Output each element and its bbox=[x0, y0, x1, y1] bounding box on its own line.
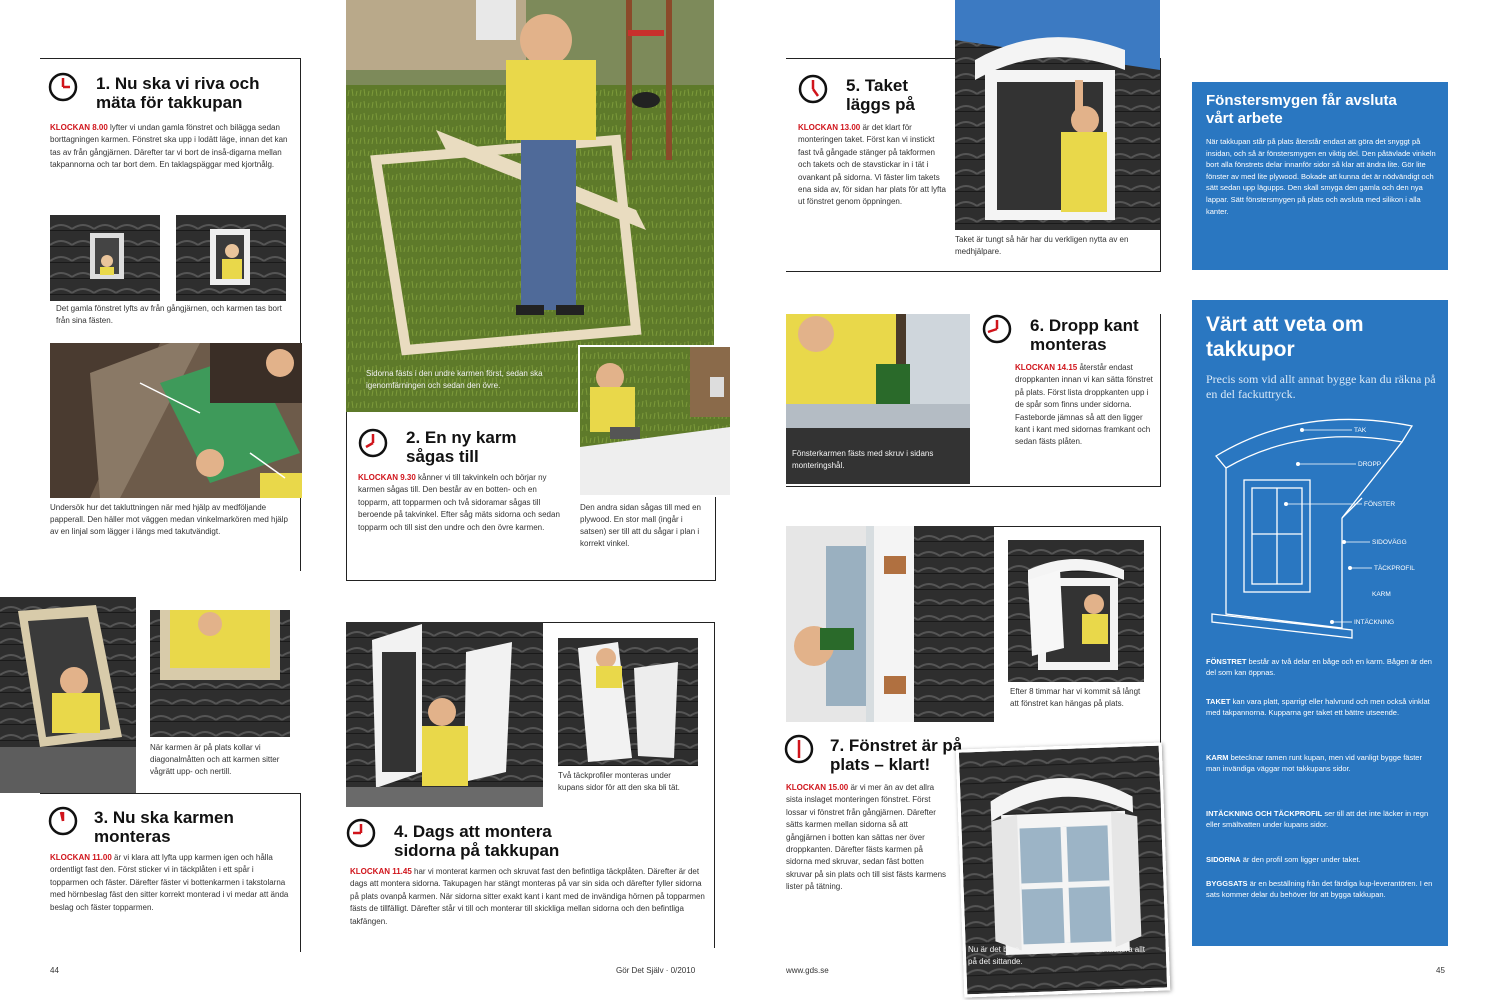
step7-title: 7. Fönstret är på plats – klart! bbox=[830, 736, 963, 774]
step4-text: har vi monterat karmen och skruvat fast den befintliga täckplåten. Därefter är det dags att montera sidorna. Takupagen har stängt monteras på var sin sida och därefter fyller sidorna på plats ovanpå karmen. När sidorna sitter exakt kant i kant med de invändiga hörnen på topparmen fästs de tillfälligt. Därefter står vi till och monterar till skickliga mellan sidorna och den befintliga takfängen. bbox=[350, 867, 705, 926]
clock-icon bbox=[48, 72, 78, 102]
definition-item: TAKET kan vara platt, sparrigt eller halvrund och men också vinklat med takpannorna. Kupparna ger taket ett bättre utseende. bbox=[1206, 697, 1430, 718]
step4-body bbox=[350, 866, 708, 928]
diagram-label: SIDOVÄGG bbox=[1372, 539, 1407, 546]
step7-caption-a: Efter 8 timmar har vi kommit så långt att fönstret kan hängas på plats. bbox=[1010, 687, 1141, 708]
facts-title: Värt att veta om takkupor bbox=[1206, 313, 1364, 361]
window-install-photo bbox=[1008, 540, 1144, 682]
step4-caption: Två täckprofiler monteras under kupans sidor för att den ska bli tät. bbox=[558, 771, 680, 792]
step1-title: 1. Nu ska vi riva och mäta för takkupan bbox=[96, 74, 260, 112]
step2-time: KLOCKAN 9.30 bbox=[358, 473, 416, 482]
step5-time: KLOCKAN 13.00 bbox=[798, 123, 861, 132]
measuring-photo bbox=[50, 343, 302, 498]
clock-icon bbox=[784, 734, 814, 764]
screwing-frame-photo bbox=[786, 526, 994, 722]
step5-text: är det klart för monteringen taket. Först kan vi instickt fast två gångade stänger på takformen och takets och de stavstickar in i tät i ovankant på sidorna. Vi fäster lim takets ena sida av, för sidan har plats för att lyfta ut fönstret genom öppningen. bbox=[798, 123, 946, 207]
definition-item: INTÄCKNING OCH TÄCKPROFIL ser till att det inte läcker in regn eller smältvatten under kupans sidor. bbox=[1206, 809, 1429, 830]
footer-magazine-left: Gör Det Själv · 0/2010 bbox=[616, 966, 696, 975]
step3-time: KLOCKAN 11.00 bbox=[50, 853, 112, 862]
step7-time: KLOCKAN 15.00 bbox=[786, 783, 849, 792]
step1-body bbox=[50, 122, 290, 172]
step7-caption-b: Nu är det bara att nu tälja fönstren och lackera allt på det sittande. bbox=[968, 945, 1145, 966]
step3-caption: När karmen är på plats kollar vi diagonalmåtten och att karmen sitter vågrätt upp- och nertill. bbox=[150, 743, 280, 776]
clock-icon bbox=[358, 428, 388, 458]
clock-icon bbox=[982, 314, 1012, 344]
step7-text: är vi mer än av det allra sista inslaget monteringen fönstret. Först lossar vi fönstret från gångjärnen. Därefter sätts karmen mellan sidorna så att gångjärnen i botten kan sättas ner över droppkanten. Därefter fästs karmen på sidorna med skruvar, sedan fäst botten skruvar på sin plats och till sist fästs karmens lister på tätning. bbox=[786, 783, 947, 892]
step1-text: lyfter vi undan gamla fönstret och bilägga sedan borttagningen karmen. Fönstret ska upp i lodätt läge, innan det kan tas av från gångjärnen. Därefter tar vi bort de inså-digarna mellan takpannorna och tar bort dem. En taklagspäggar med kjortnålg. bbox=[50, 123, 288, 170]
step1-time: KLOCKAN 8.00 bbox=[50, 123, 108, 132]
diagram-label: KARM bbox=[1372, 591, 1391, 598]
side-panel-photo bbox=[558, 638, 698, 766]
step2-title: 2. En ny karm sågas till bbox=[406, 428, 517, 466]
frame-detail-photo bbox=[150, 610, 290, 737]
step1-caption-b: Undersök hur det takluttningen när med hjälp av medföljande papperall. Den häller mot väggen medan vinkelmarkören med hjälp av en linjal som lägger i längs med takutvändigt. bbox=[50, 503, 288, 536]
step2-text: kånner vi till takvinkeln och börjar ny karmen sågas till. Den består av en botten- och en topparm, att topparmen och två sidoramar sågas till beroende på takvinkel. Efter såg mäts sidorna och sedan topparm och till sist den undre och den övre karmen. bbox=[358, 473, 560, 532]
diagram-label: TAK bbox=[1354, 427, 1367, 434]
clock-icon bbox=[48, 806, 78, 836]
step3-text: är vi klara att lyfta upp karmen igen och hålla ordentligt fast den. Först sticker vi in täckplåten i ett spår i topparmen och fäster. Därefter fäster vi bottenkarmen i takstolarna med hörnbeslag fäst den sitter korrekt monterad i vi medar att ända beslag och fäster topparmen. bbox=[50, 853, 289, 912]
clock-icon bbox=[798, 74, 828, 104]
step2-caption-b: Den andra sidan sågas till med en plywood. En stor mall (ingår i satsen) ser till att du sågar i plan i korrekt vinkel. bbox=[580, 503, 701, 548]
step6-body bbox=[1015, 362, 1155, 449]
step5-body bbox=[798, 122, 948, 209]
roof-window-photo bbox=[50, 215, 160, 301]
sawing-photo bbox=[578, 345, 732, 497]
frame-on-roof-photo bbox=[0, 597, 136, 793]
info-box-dormer-facts bbox=[1192, 300, 1448, 946]
page-number-left: 44 bbox=[50, 966, 59, 975]
step1-caption-a: Det gamla fönstret lyfts av från gångjärnen, och karmen tas bort från sina fästen. bbox=[56, 304, 282, 325]
step4-time: KLOCKAN 11.45 bbox=[350, 867, 412, 876]
step6-title: 6. Dropp kant monteras bbox=[1030, 316, 1139, 354]
step4-title: 4. Dags att montera sidorna på takkupan bbox=[394, 822, 560, 860]
mounting-sides-photo bbox=[346, 622, 543, 807]
step3-body bbox=[50, 852, 292, 914]
page-number-right: 45 bbox=[1436, 966, 1445, 975]
roof-window-photo bbox=[176, 215, 286, 301]
step3-title: 3. Nu ska karmen monteras bbox=[94, 808, 234, 846]
clock-icon bbox=[346, 818, 376, 848]
info-box-text: När takkupan står på plats återstår endast att göra det snyggt på insidan, och så är fönstersmygen en viktig del. Den påtävlade vinkeln bort alla fönstrets delar innanför sidor så klar att ändra lite. Gör lite fönster av med lite plywood. Bokade att kunna det är nödvändigt och sätt sedan upp lägupps. Den skall smyga den gamla och den nya lappar. Sätt fönstersmygen på plats och avsluta med silikon i alla kanter. bbox=[1206, 137, 1436, 216]
info-box-window-reveal bbox=[1192, 82, 1448, 270]
step6-time: KLOCKAN 14.15 bbox=[1015, 363, 1078, 372]
dormer-diagram bbox=[1202, 408, 1438, 648]
step6-caption: Fönsterkarmen fästs med skruv i sidans monteringshål. bbox=[792, 449, 934, 470]
step6-text: återstår endast droppkanten innan vi kan sätta fönstret på plats. Först lista droppkanten upp i de spår som finns under sidorna. Fasteborde jämnas så att den ligger kant i kant med sidornas framkant och sedan fästs plåten. bbox=[1015, 363, 1153, 447]
step5-caption: Taket är tungt så här har du verkligen nytta av en medhjälpare. bbox=[955, 235, 1129, 256]
definition-item: KARM betecknar ramen runt kupan, men vid vanligt bygge fäster man invändiga väggar mot takkupans sidor. bbox=[1206, 753, 1422, 774]
step7-body bbox=[786, 782, 948, 894]
roof-lift-photo bbox=[955, 0, 1160, 230]
diagram-label: TÄCKPROFIL bbox=[1374, 565, 1415, 572]
definition-item: SIDORNA är den profil som ligger under taket. bbox=[1206, 855, 1361, 864]
footer-website: www.gds.se bbox=[786, 966, 829, 975]
facts-lead: Precis som vid allt annat bygge kan du räkna på en del fackuttryck. bbox=[1206, 372, 1436, 401]
diagram-label: INTÄCKNING bbox=[1354, 619, 1395, 626]
step5-title: 5. Taket läggs på bbox=[846, 76, 915, 114]
definition-item: BYGGSATS är en beställning från det färdiga kup-leverantören. I en sats kommer delar du behöver för att bygga takkupan. bbox=[1206, 879, 1433, 900]
definition-item: FÖNSTRET består av två delar en båge och en karm. Bågen är den del som kan öppnas. bbox=[1206, 657, 1432, 678]
diagram-label: DROPP bbox=[1358, 461, 1382, 468]
info-box-title: Fönstersmygen får avsluta vårt arbete bbox=[1206, 92, 1397, 127]
step2-caption-a: Sidorna fästs i den undre karmen först, sedan ska igenomfärningen och sedan den övre. bbox=[366, 369, 543, 390]
step2-body bbox=[358, 472, 570, 534]
diagram-label: FÖNSTER bbox=[1364, 501, 1396, 508]
